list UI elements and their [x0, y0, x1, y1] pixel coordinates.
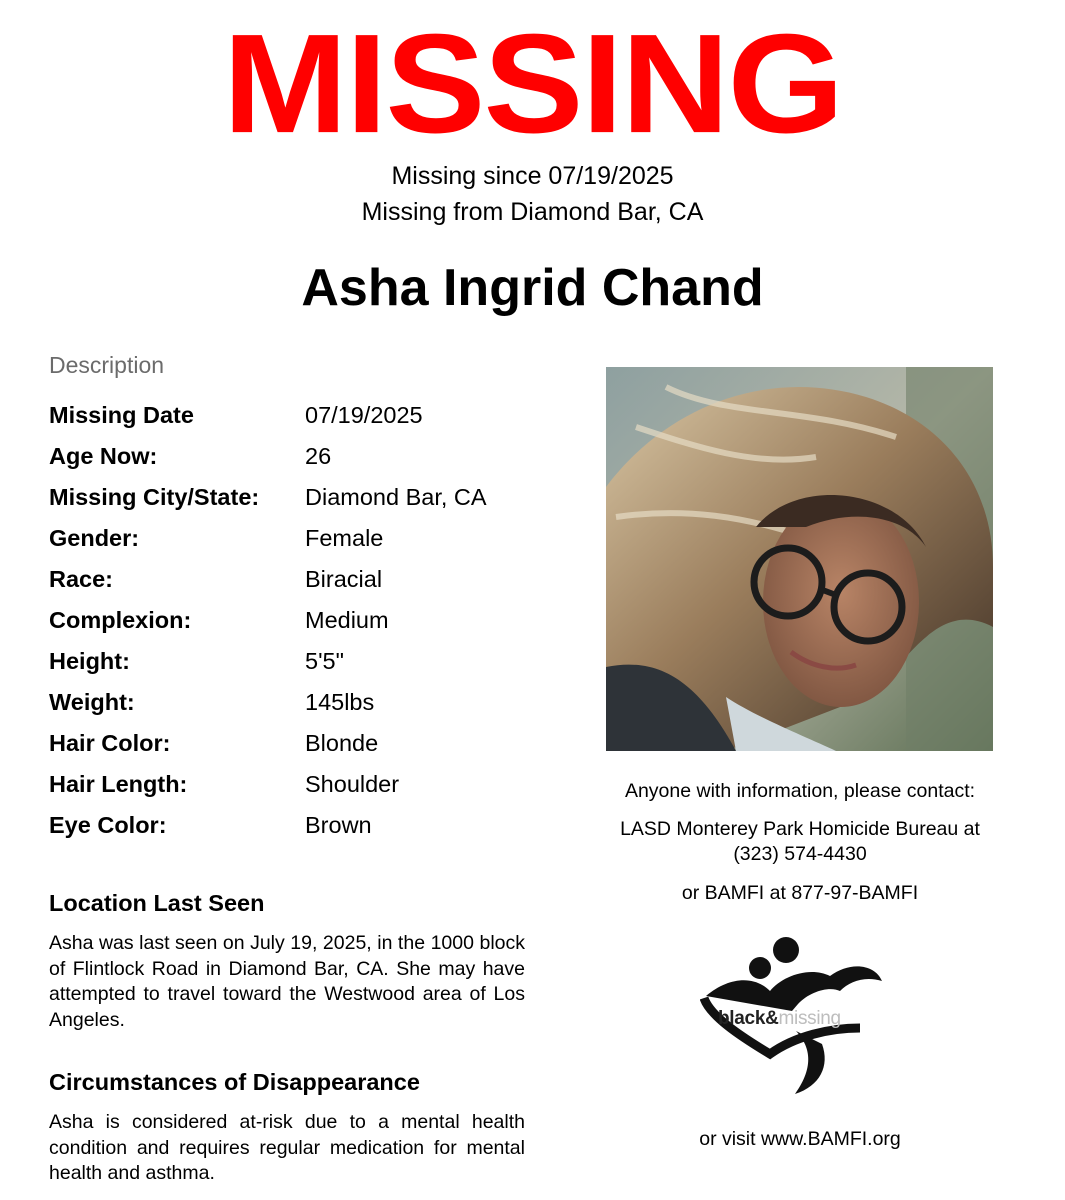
detail-value: Female [305, 525, 384, 551]
detail-label: Weight: [49, 689, 135, 715]
circumstances-heading: Circumstances of Disappearance [49, 1069, 420, 1095]
logo-text-dark: black& [718, 1008, 779, 1029]
missing-since: Missing since 07/19/2025 [391, 162, 674, 190]
detail-label: Age Now: [49, 443, 158, 469]
contact-agency: LASD Monterey Park Homicide Bureau at [620, 818, 980, 840]
detail-label: Race: [49, 566, 114, 592]
black-and-missing-logo [700, 936, 890, 1096]
detail-row [49, 398, 549, 439]
detail-row [49, 767, 549, 808]
missing-title: MISSING [222, 4, 843, 163]
detail-label: Complexion: [49, 607, 192, 633]
detail-row [49, 726, 549, 767]
detail-row [49, 603, 549, 644]
detail-value: Diamond Bar, CA [305, 484, 487, 510]
detail-row [49, 521, 549, 562]
contact-phone: (323) 574-4430 [733, 843, 867, 865]
detail-label: Gender: [49, 525, 140, 551]
detail-row [49, 480, 549, 521]
detail-row [49, 439, 549, 480]
detail-value: Medium [305, 607, 389, 633]
contact-bamfi: or BAMFI at 877-97-BAMFI [681, 882, 919, 904]
contact-visit: or visit www.BAMFI.org [699, 1128, 901, 1150]
location-text: Asha was last seen on July 19, 2025, in the 1000 block of Flintlock Road in Diamond Bar, CA. She may have attempted to travel toward the Westwood area of Los Angeles. [49, 932, 525, 1031]
description-heading: Description [49, 352, 165, 378]
detail-value: 5'5" [305, 648, 344, 674]
details-table [49, 398, 549, 849]
detail-value: Shoulder [305, 771, 400, 797]
detail-label: Eye Color: [49, 812, 167, 838]
detail-row [49, 562, 549, 603]
detail-label: Hair Color: [49, 730, 171, 756]
detail-value: Blonde [305, 730, 379, 756]
detail-value: 145lbs [305, 689, 375, 715]
detail-value: 07/19/2025 [305, 402, 423, 428]
missing-person-photo [606, 367, 993, 751]
detail-label: Height: [49, 648, 130, 674]
detail-row [49, 685, 549, 726]
logo-text-light: missing [778, 1008, 841, 1029]
detail-value: Biracial [305, 566, 383, 592]
detail-row [49, 808, 549, 849]
missing-from: Missing from Diamond Bar, CA [361, 198, 704, 226]
detail-row [49, 644, 549, 685]
detail-label: Hair Length: [49, 771, 188, 797]
logo-text [718, 1008, 841, 1030]
circumstances-text: Asha is considered at-risk due to a mental health condition and requires regular medication for mental health and asthma. [49, 1111, 525, 1184]
contact-intro: Anyone with information, please contact: [624, 780, 976, 802]
location-heading: Location Last Seen [49, 890, 265, 916]
detail-label: Missing Date [49, 402, 194, 428]
detail-value: Brown [305, 812, 372, 838]
detail-label: Missing City/State: [49, 484, 260, 510]
person-name: Asha Ingrid Chand [301, 259, 764, 317]
detail-value: 26 [305, 443, 332, 469]
